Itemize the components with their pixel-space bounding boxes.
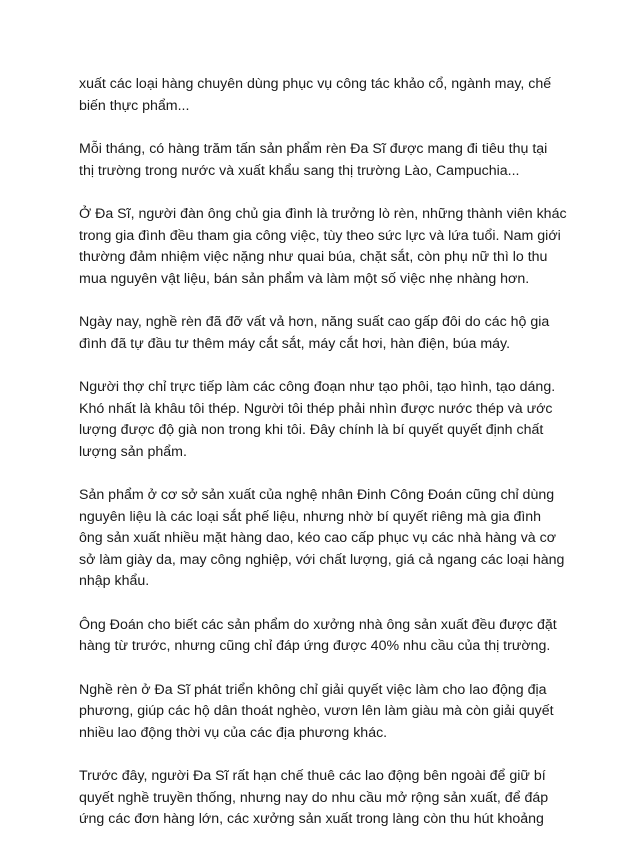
paragraph-9: Trước đây, người Đa Sĩ rất hạn chế thuê các lao động bên ngoài để giữ bí quyết nghề truyền thống, nhưng nay do nhu cầu mở rộng sản xuất, để đáp ứng các đơn hàng lớn, các xưởng sản xuất trong làng còn thu hút khoảng (79, 768, 549, 827)
paragraph-2: Mỗi tháng, có hàng trăm tấn sản phẩm rèn Đa Sĩ được mang đi tiêu thụ tại thị trường trong nước và xuất khẩu sang thị trường Lào, Campuchia... (79, 141, 548, 179)
paragraph-6: Sản phẩm ở cơ sở sản xuất của nghệ nhân Đinh Công Đoán cũng chỉ dùng nguyên liệu là các loại sắt phế liệu, nhưng nhờ bí quyết riêng mà gia đình ông sản xuất nhiều mặt hàng dao, kéo cao cấp phục vụ các nhà hàng và cơ sở làm giày da, may công nghiệp, với chất lượng, giá cả ngang các loại hàng nhập khẩu. (79, 487, 565, 589)
paragraph-4: Ngày nay, nghề rèn đã đỡ vất vả hơn, năng suất cao gấp đôi do các hộ gia đình đã tự đầu tư thêm máy cắt sắt, máy cắt hơi, hàn điện, búa máy. (79, 314, 550, 352)
paragraph-7: Ông Đoán cho biết các sản phẩm do xưởng nhà ông sản xuất đều được đặt hàng từ trước, nhưng cũng chỉ đáp ứng được 40% nhu cầu của thị trường. (79, 616, 557, 654)
paragraph-5: Người thợ chỉ trực tiếp làm các công đoạn như tạo phôi, tạo hình, tạo dáng. Khó nhất là khâu tôi thép. Người tôi thép phải nhìn được nước thép và ước lượng được độ già non trong khi tôi. Đây chính là bí quyết quyết định chất lượng sản phẩm. (79, 379, 556, 460)
paragraph-3: Ở Đa Sĩ, người đàn ông chủ gia đình là trưởng lò rèn, những thành viên khác trong gia đình đều tham gia công việc, tùy theo sức lực và lứa tuổi. Nam giới thường đảm nhiệm việc nặng như quai búa, chặt sắt, còn phụ nữ thì lo thu mua nguyên vật liệu, bán sản phẩm và làm một số việc nhẹ nhàng hơn. (79, 206, 567, 287)
paragraph-1: xuất các loại hàng chuyên dùng phục vụ công tác khảo cổ, ngành may, chế biến thực phẩm... (79, 76, 552, 114)
document-body (79, 74, 569, 853)
paragraph-8: Nghề rèn ở Đa Sĩ phát triển không chỉ giải quyết việc làm cho lao động địa phương, giúp các hộ dân thoát nghèo, vươn lên làm giàu mà còn giải quyết nhiều lao động thời vụ của các địa phương khác. (79, 681, 554, 741)
